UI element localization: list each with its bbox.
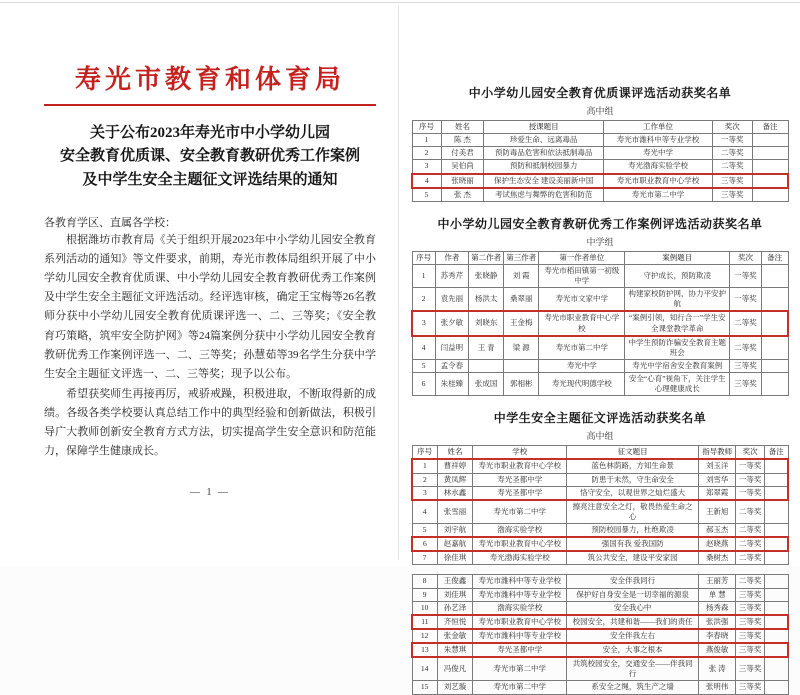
page-number: — 1 — <box>190 487 230 499</box>
table-row <box>412 174 788 188</box>
column-header: 备注 <box>752 121 788 134</box>
essay-table-block1 <box>411 445 789 565</box>
table-row <box>412 537 788 551</box>
table-cell: 5 <box>412 359 435 372</box>
table-cell: 寿光市潍科中等专业学校 <box>603 134 712 147</box>
table-cell: 二等奖 <box>713 160 752 174</box>
table-cell: 考试焦虑与舞弊的危害和防范 <box>484 188 604 202</box>
table-cell <box>761 336 788 360</box>
table-row <box>412 134 788 147</box>
table-cell: 寿光中学 <box>539 359 625 372</box>
column-header: 征文题目 <box>567 446 699 460</box>
table-cell: 寿光渤海实验学校 <box>473 551 567 565</box>
table-cell: 安全伴我同行 <box>567 575 699 588</box>
column-header: 奖次 <box>730 251 762 264</box>
column-header: 第三作者 <box>504 251 539 264</box>
table-cell: 系安全之绳，筑生产之墙 <box>567 681 699 694</box>
table-row <box>412 643 788 657</box>
table-cell <box>752 160 788 174</box>
table-cell: 2 <box>412 473 437 486</box>
table-cell: 一等奖 <box>730 288 762 312</box>
table-row <box>412 147 788 160</box>
column-header: 姓名 <box>441 121 484 134</box>
section-research-case <box>411 215 789 397</box>
table-cell: 寿光市第二中学 <box>473 500 567 524</box>
column-header: 授课题目 <box>484 121 604 134</box>
table-cell: 李春晓 <box>699 629 736 643</box>
column-header: 奖次 <box>713 121 752 134</box>
table-cell: 4 <box>412 336 435 360</box>
column-header: 指导教师 <box>699 446 736 460</box>
table-cell <box>761 311 788 335</box>
column-header: 案例题目 <box>625 251 730 264</box>
table-header-row <box>412 446 788 460</box>
table-cell <box>764 657 788 681</box>
table-cell: 二等奖 <box>736 524 765 538</box>
table-row <box>412 615 788 629</box>
column-header: 备注 <box>764 446 788 460</box>
table2-title: 中小学幼儿园安全教育教研优秀工作案例评选活动获奖名单 <box>437 216 763 231</box>
table-cell <box>761 264 788 287</box>
table-cell: 保护好自身安全是一切幸福的源泉 <box>567 588 699 601</box>
table-cell: 梁 源 <box>504 336 539 360</box>
table-cell: 渤海实验学校 <box>473 524 567 538</box>
table-cell: 刘雪华 <box>699 473 736 486</box>
table-cell: 刘宇航 <box>437 524 473 538</box>
table-cell: 三等奖 <box>736 643 765 657</box>
table-cell: 构建家校防护网，协力平安护航 <box>625 288 730 312</box>
table-cell: 寿光市第二中学 <box>473 657 567 681</box>
table-row <box>412 681 788 694</box>
table-cell <box>752 134 788 147</box>
table-cell <box>764 681 788 694</box>
table-cell: 苏秀芹 <box>435 264 468 287</box>
table-cell: 寿光市第二中学 <box>473 681 567 694</box>
column-header: 学校 <box>473 446 567 460</box>
table-cell: 2 <box>412 288 435 312</box>
document-title-line3: 及中学生安全主题征文评选结果的通知 <box>82 171 338 188</box>
table-cell: 张夕敏 <box>435 311 468 335</box>
column-header: 第一作者单位 <box>539 251 625 264</box>
table-cell: 共筑校园安全，交通安全——伴我同行 <box>567 657 699 681</box>
table-cell: 校园安全，共建和谐——我们的责任 <box>567 615 699 629</box>
table-cell: 孙艺泽 <box>437 601 473 615</box>
table-cell: 二等奖 <box>730 336 762 360</box>
table-cell: 保护生态安全 建设美丽新中国 <box>484 174 604 188</box>
table-cell: 张洪强 <box>699 615 736 629</box>
table-cell: 杨洪太 <box>469 288 504 312</box>
column-header: 备注 <box>761 251 788 264</box>
table-cell: 付美君 <box>441 147 484 160</box>
table-cell: 渤海实验学校 <box>473 601 567 615</box>
table-cell: 珍爱生命、远离毒品 <box>484 134 604 147</box>
table-cell: 14 <box>412 657 437 681</box>
table-cell: 单 慧 <box>699 588 736 601</box>
table-row <box>412 486 788 500</box>
table-cell: 杨秀森 <box>699 601 736 615</box>
table-cell: 寿光中学宿舍安全教育案例 <box>625 359 730 372</box>
table-cell: 一等奖 <box>713 134 752 147</box>
table-cell: 二等奖 <box>736 575 765 588</box>
table-cell <box>764 551 788 565</box>
table-cell: 寿光市稻田镇第一初级中学 <box>539 264 625 287</box>
table-cell: 刘玉洋 <box>699 459 736 473</box>
table-cell: 二等奖 <box>730 311 762 335</box>
table-cell: 朱慧琪 <box>437 643 473 657</box>
table-cell: 郝玉杰 <box>699 524 736 538</box>
table-row <box>412 551 788 565</box>
table-cell: 寿光市职业教育中心学校 <box>473 537 567 551</box>
table-cell: 预防毒品危害和依法抵制毒品 <box>484 147 604 160</box>
salutation: 各教育学区、直属各学校： <box>44 216 176 229</box>
table-cell: 齐恒悦 <box>437 615 473 629</box>
column-header: 作者 <box>435 251 468 264</box>
table-cell: 王俊鑫 <box>437 575 473 588</box>
table-cell: 三等奖 <box>736 657 765 681</box>
section-essay <box>411 409 789 694</box>
table-cell: 三等奖 <box>736 629 765 643</box>
table-cell: 张晓静 <box>469 264 504 287</box>
table-row <box>412 588 788 601</box>
table-cell: 1 <box>412 134 441 147</box>
document-title-line2: 安全教育优质课、安全教育教研优秀工作案例 <box>59 148 360 165</box>
table-cell: 1 <box>412 459 437 473</box>
table-cell: 10 <box>412 601 437 615</box>
column-header: 序号 <box>412 121 441 134</box>
table-cell: 寿光圣都中学 <box>473 643 567 657</box>
table-cell <box>469 359 504 372</box>
agency-letterhead: 寿光市教育和体育局 <box>74 65 345 94</box>
table-cell: 寿光市潍科中等专业学校 <box>473 575 567 588</box>
table-cell <box>764 537 788 551</box>
table-cell: 刘佳琪 <box>437 588 473 601</box>
table-cell: 张明伟 <box>699 681 736 694</box>
table-cell: 中学生预防诈骗安全教育主题班会 <box>625 336 730 360</box>
table-cell: 林水鑫 <box>437 486 473 500</box>
table-cell: 恪守安全，以观世界之灿烂盛大 <box>567 486 699 500</box>
table-cell: 二等奖 <box>713 147 752 160</box>
table-row <box>412 629 788 643</box>
table-cell: 三等奖 <box>730 359 762 372</box>
table-row <box>412 601 788 615</box>
table-row <box>412 373 788 396</box>
table-cell: 三等奖 <box>736 588 765 601</box>
table-cell: 寿光市职业教育中心学校 <box>473 615 567 629</box>
table-row <box>412 575 788 588</box>
table-cell: 3 <box>412 486 437 500</box>
table-cell: 徐佳琪 <box>437 551 473 565</box>
column-header: 姓名 <box>437 446 473 460</box>
table-cell: 4 <box>412 174 441 188</box>
table-cell: 7 <box>412 551 437 565</box>
table-cell <box>764 629 788 643</box>
table-cell: 安全我心中 <box>567 601 699 615</box>
research-case-table <box>411 251 789 397</box>
table-cell: 陈 杰 <box>441 134 484 147</box>
table-cell: 桑翠丽 <box>504 288 539 312</box>
document-title <box>44 122 376 192</box>
table-cell <box>764 500 788 524</box>
table-cell: 张成国 <box>469 373 504 396</box>
table-cell <box>752 174 788 188</box>
table-cell: 三等奖 <box>713 174 752 188</box>
table-cell: 王 青 <box>469 336 504 360</box>
table-row <box>412 500 788 524</box>
table-cell: 张 杰 <box>441 188 484 202</box>
table-cell: 张晓丽 <box>441 174 484 188</box>
table-cell: 5 <box>412 188 441 202</box>
essay-table-block2 <box>411 574 789 694</box>
table-cell: 6 <box>412 537 437 551</box>
table-cell: 寿光市潍科中等专业学校 <box>473 588 567 601</box>
table-cell: 1 <box>412 264 435 287</box>
table-cell <box>764 588 788 601</box>
quality-course-table <box>411 120 789 202</box>
table-cell: 一等奖 <box>730 264 762 287</box>
table-row <box>412 336 788 360</box>
table-cell: 4 <box>412 500 437 524</box>
table-cell: 刘 霞 <box>504 264 539 287</box>
body-paragraph-2: 希望获奖师生再接再厉，戒骄戒躁，积极进取，不断取得新的成绩。各级各类学校要认真总结工作中的典型经验和创新做法，积极引导广大教师创新安全教育方式方法，切实提高学生安全意识和防范能力，保障学生健康成长。 <box>44 387 376 458</box>
table-cell: 蓝色林荫路，方知生命景 <box>567 459 699 473</box>
table-cell: 刘艺璇 <box>437 681 473 694</box>
table-cell: 安全伴我左右 <box>567 629 699 643</box>
table-cell: 刘晓东 <box>469 311 504 335</box>
page-divider <box>398 6 399 560</box>
column-header: 第二作者 <box>469 251 504 264</box>
table-cell: 袁先丽 <box>435 288 468 312</box>
table-header-row <box>412 251 788 264</box>
table-cell: 守护成长，预防欺凌 <box>625 264 730 287</box>
table-cell: 曹祥婷 <box>437 459 473 473</box>
table-cell: 寿光市潍科中等专业学校 <box>473 629 567 643</box>
table-cell <box>764 643 788 657</box>
column-header: 序号 <box>412 446 437 460</box>
top-divider <box>0 2 800 3</box>
award-lists-page <box>411 84 789 695</box>
table-cell: 二等奖 <box>736 537 765 551</box>
table-cell: 一等奖 <box>736 486 765 500</box>
table-cell: 5 <box>412 524 437 538</box>
table-cell: 寿光市职业教育中心学校 <box>539 311 625 335</box>
table-cell: 二等奖 <box>736 551 765 565</box>
table-cell: 寿光圣都中学 <box>473 486 567 500</box>
table-cell: 寿光市文家中学 <box>539 288 625 312</box>
table-cell: 6 <box>412 373 435 396</box>
table-cell: 一等奖 <box>736 473 765 486</box>
table-cell: 预防和抵制校园暴力 <box>484 160 604 174</box>
document-title-line1: 关于公布2023年寿光市中小学幼儿园 <box>89 125 330 142</box>
table-cell: 张 涛 <box>699 657 736 681</box>
table-cell: 冯俊凡 <box>437 657 473 681</box>
table-row <box>412 524 788 538</box>
table-cell: 筑公共安全，建设平安家园 <box>567 551 699 565</box>
table-row <box>412 264 788 287</box>
table-cell: 黄凤辉 <box>437 473 473 486</box>
table-cell: 张雪丽 <box>437 500 473 524</box>
table-row <box>412 657 788 681</box>
table-cell: 寿光渤海实验学校 <box>603 160 712 174</box>
table-cell: 寿光市职业教育中心学校 <box>473 459 567 473</box>
table-row <box>412 459 788 473</box>
table-cell: 桑树杰 <box>699 551 736 565</box>
letterhead-rule <box>44 104 376 106</box>
table-cell: 3 <box>412 160 441 174</box>
table-cell <box>761 288 788 312</box>
table-cell: 安全，大事之根本 <box>567 643 699 657</box>
table-cell <box>764 473 788 486</box>
table-cell: 三等奖 <box>730 373 762 396</box>
table3-title: 中学生安全主题征文评选活动获奖名单 <box>493 411 707 426</box>
table-cell: 9 <box>412 588 437 601</box>
table-cell: 郑翠霞 <box>699 486 736 500</box>
table-cell: 寿光市第二中学 <box>603 188 712 202</box>
table-cell <box>761 373 788 396</box>
table2-group: 中学组 <box>586 236 614 247</box>
table-cell: 3 <box>412 311 435 335</box>
table-cell <box>764 601 788 615</box>
table-cell: 防患于未然，守生命安全 <box>567 473 699 486</box>
table-cell: 12 <box>412 629 437 643</box>
section-quality-course <box>411 84 789 202</box>
table3-group: 高中组 <box>586 431 614 442</box>
table-cell: 闫益明 <box>435 336 468 360</box>
table-cell: 强国有我 爱我国防 <box>567 537 699 551</box>
table-cell: 燕俊敏 <box>699 643 736 657</box>
table-cell <box>764 524 788 538</box>
table-cell <box>752 188 788 202</box>
table-cell <box>504 359 539 372</box>
table-cell: 寿光现代明德学校 <box>539 373 625 396</box>
table-cell: 张金敏 <box>437 629 473 643</box>
table-cell: 擦亮注意安全之灯，敬畏热爱生命之心 <box>567 500 699 524</box>
table-cell <box>764 615 788 629</box>
table-cell: 寿光市第二中学 <box>539 336 625 360</box>
table-row <box>412 473 788 486</box>
table1-group: 高中组 <box>586 106 614 116</box>
table-header-row <box>412 121 788 134</box>
table-row <box>412 160 788 174</box>
table1-title: 中小学幼儿园安全教育优质课评选活动获奖名单 <box>468 86 732 100</box>
table-cell: 吴伯尚 <box>441 160 484 174</box>
table-cell: “案例引领，知行合一”学生安全课堂教学革命 <box>625 311 730 335</box>
body-paragraph-1: 根据潍坊市教育局《关于组织开展2023年中小学幼儿园安全教育系列活动的通知》等文件要求，前期，寿光市教体局组织开展了中小学幼儿园安全教育优质课、中小学幼儿园安全教育教研优秀工作案例及中学生安全主题征文评选活动。经评选审核，确定王宝梅等26名教师分获中小学幼儿园安全教育优质课评选一、二、三等奖；《安全教育巧策略，筑牢安全防护网》等24篇案例分获中小学幼儿园安全教育教研优秀工作案例评选一、二、三等奖；孙慧茹等39名学生分获中学生安全主题征文评选一、二、三等奖；现予以公布。 <box>44 233 376 380</box>
table-cell: 孟令春 <box>435 359 468 372</box>
table-cell: 王金梅 <box>504 311 539 335</box>
table-cell: 朱桂臻 <box>435 373 468 396</box>
table-cell: 三等奖 <box>736 601 765 615</box>
notice-page <box>44 64 376 498</box>
table-row <box>412 359 788 372</box>
column-header: 奖次 <box>736 446 765 460</box>
table-cell: 寿光圣都中学 <box>473 473 567 486</box>
table-cell: 一等奖 <box>736 459 765 473</box>
table-cell: 预防校园暴力，杜绝欺凌 <box>567 524 699 538</box>
table-cell: 安全“心育”视角下，关注学生心理健康成长 <box>625 373 730 396</box>
table-cell: 赵嘉航 <box>437 537 473 551</box>
column-header: 序号 <box>412 251 435 264</box>
table-cell: 赵晓燕 <box>699 537 736 551</box>
table-cell: 11 <box>412 615 437 629</box>
table-cell: 2 <box>412 147 441 160</box>
table-cell <box>764 486 788 500</box>
table-cell <box>761 359 788 372</box>
table-cell: 二等奖 <box>736 500 765 524</box>
table-cell: 寿光市职业教育中心学校 <box>603 174 712 188</box>
table-cell: 13 <box>412 643 437 657</box>
table-cell: 三等奖 <box>713 188 752 202</box>
table-cell: 王新旭 <box>699 500 736 524</box>
table-cell: 郭相彬 <box>504 373 539 396</box>
table-cell: 寿光中学 <box>603 147 712 160</box>
table-cell: 王丽芳 <box>699 575 736 588</box>
column-header: 工作单位 <box>603 121 712 134</box>
table-row <box>412 311 788 335</box>
table-cell: 15 <box>412 681 437 694</box>
table-cell <box>764 575 788 588</box>
table-cell <box>764 459 788 473</box>
table-row <box>412 288 788 312</box>
table-cell: 三等奖 <box>736 615 765 629</box>
table-block-gap <box>411 565 789 574</box>
table-cell: 三等奖 <box>736 681 765 694</box>
table-cell <box>752 147 788 160</box>
table-cell: 8 <box>412 575 437 588</box>
table-row <box>412 188 788 202</box>
